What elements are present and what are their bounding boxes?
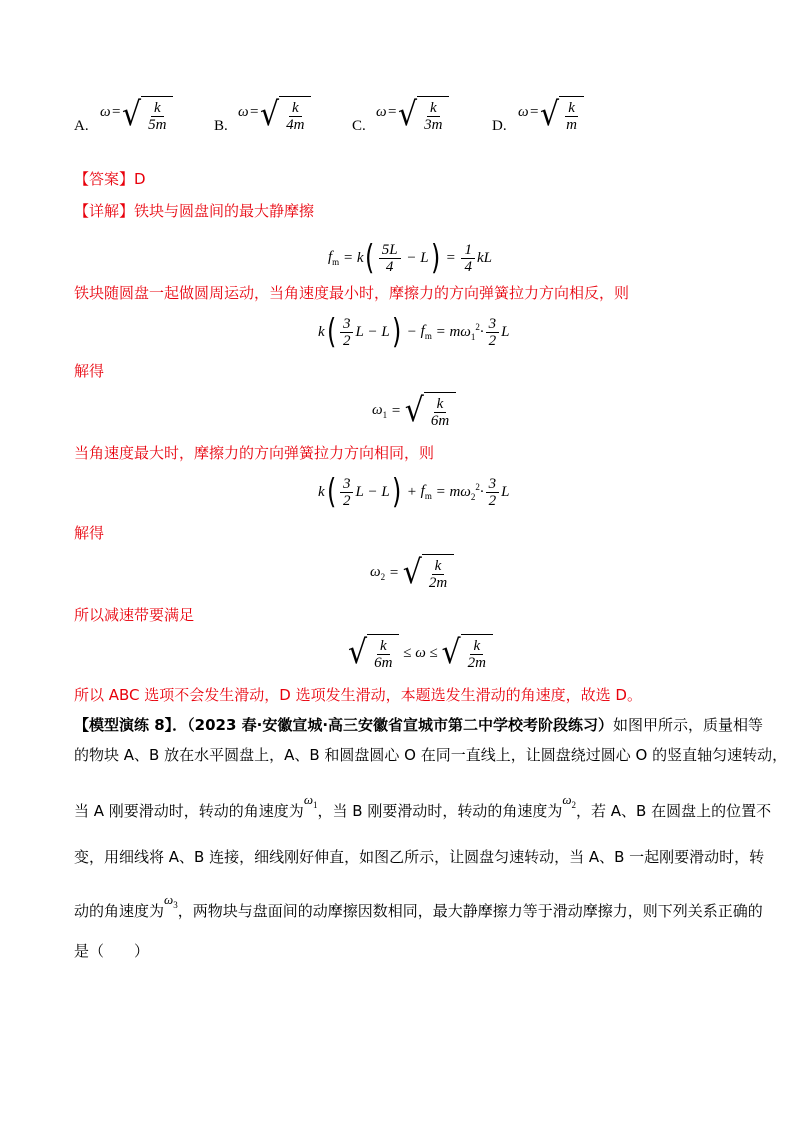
- equation-max-speed: k ( $\frac{3}{2}$ L − L ) + $f_m$ = $m\omega_2^2$ · $\frac{3}{2}$ L: [318, 472, 510, 512]
- answer-value: D: [134, 170, 146, 188]
- omega-symbol: ω: [518, 104, 529, 120]
- problem-tag: 【模型演练 8】: [74, 716, 173, 734]
- problem-line-3: [74, 792, 772, 822]
- equation-omega2: $\omega_2$ = √ $\frac{k}{2m}$: [370, 550, 454, 596]
- option-label: D.: [492, 118, 507, 134]
- option-denominator: 3m: [424, 117, 443, 133]
- detail-intro: [74, 200, 314, 222]
- equals-sign: =: [530, 104, 539, 120]
- option-d: [492, 94, 632, 144]
- omega-symbol: ω: [100, 104, 111, 120]
- problem-line-2: 的物块 A、B 放在水平圆盘上，A、B 和圆盘圆心 O 在同一直线上，让圆盘绕过圆心 O 的竖直轴匀速转动，: [74, 746, 788, 764]
- sqrt-expression: √ $\frac{k}{m}$: [540, 96, 584, 134]
- solve-label-2: 解得: [74, 524, 105, 542]
- sqrt-expression: √ $\frac{k}{3m}$: [398, 96, 449, 134]
- equation-max-friction: $f_m$ = k ( $\frac{5L}{4}$ − L ) = $\frac{1}{4}$ kL: [328, 238, 492, 278]
- option-label: A.: [74, 118, 89, 134]
- equation-range: √ $\frac{k}{6m}$ ≤ ω ≤ √ $\frac{k}{2m}$: [348, 630, 493, 676]
- option-denominator: 5m: [148, 117, 167, 133]
- equation-min-speed: k ( $\frac{3}{2}$ L − L ) − $f_m$ = $m\omega_1^2$ · $\frac{3}{2}$ L: [318, 312, 510, 352]
- problem-text-3a: 当 A 刚要滑动时，转动的角速度为: [74, 802, 304, 820]
- problem-text-5b: ，两物块与盘面间的动摩擦因数相同，最大静摩擦力等于滑动摩擦力，则下列关系正确的: [177, 902, 763, 920]
- paragraph-range: 所以减速带要满足: [74, 606, 195, 624]
- option-c: [352, 94, 492, 144]
- omega1-symbol: $\omega_1$: [303, 792, 318, 810]
- answer-line: [74, 168, 146, 190]
- omega3-symbol: $\omega_3$: [164, 892, 178, 910]
- problem-line-5: [74, 892, 763, 922]
- problem-text-1: 如图甲所示，质量相等: [613, 716, 764, 734]
- problem-line-4: 变，用细线将 A、B 连接，细线刚好伸直，如图乙所示，让圆盘匀速转动，当 A、B 一起刚要滑动时，转: [74, 848, 765, 866]
- problem-text-3b: ，当 B 刚要滑动时，转动的角速度为: [317, 802, 563, 820]
- equals-sign: =: [388, 104, 397, 120]
- omega2-symbol: $\omega_2$: [562, 792, 577, 810]
- equals-sign: =: [112, 104, 121, 120]
- sqrt-expression: √ $\frac{k}{4m}$: [260, 96, 311, 134]
- omega-symbol: ω: [238, 104, 249, 120]
- problem-line-6: 是（ ）: [74, 942, 150, 960]
- paragraph-min-speed: 铁块随圆盘一起做圆周运动，当角速度最小时，摩擦力的方向弹簧拉力方向相反，则: [74, 284, 630, 302]
- problem-source: ．（2023 春·安徽宣城·高三安徽省宣城市第二中学校考阶段练习）: [172, 716, 614, 734]
- equals-sign: =: [250, 104, 259, 120]
- problem-text-3c: ，若 A、B 在圆盘上的位置不: [576, 802, 772, 820]
- option-denominator: m: [566, 117, 577, 133]
- problem-text-5a: 动的角速度为: [74, 902, 165, 920]
- paragraph-max-speed: 当角速度最大时，摩擦力的方向弹簧拉力方向相同，则: [74, 444, 435, 462]
- problem-line-1: [74, 714, 763, 736]
- equation-omega1: $\omega_1$ = √ $\frac{k}{6m}$: [372, 388, 456, 434]
- conclusion: 所以 ABC 选项不会发生滑动，D 选项发生滑动，本题选发生滑动的角速度，故选 D。: [74, 686, 642, 704]
- option-label: B.: [214, 118, 228, 134]
- option-denominator: 4m: [286, 117, 305, 133]
- option-b: [214, 94, 354, 144]
- detail-bracket: 【详解】: [74, 202, 135, 220]
- option-a: [74, 94, 214, 144]
- detail-intro-text: 铁块与圆盘间的最大静摩擦: [134, 202, 315, 220]
- omega-symbol: ω: [376, 104, 387, 120]
- option-label: C.: [352, 118, 366, 134]
- answer-bracket: 【答案】: [74, 170, 135, 188]
- sqrt-expression: √ $\frac{k}{5m}$: [122, 96, 173, 134]
- solve-label-1: 解得: [74, 362, 105, 380]
